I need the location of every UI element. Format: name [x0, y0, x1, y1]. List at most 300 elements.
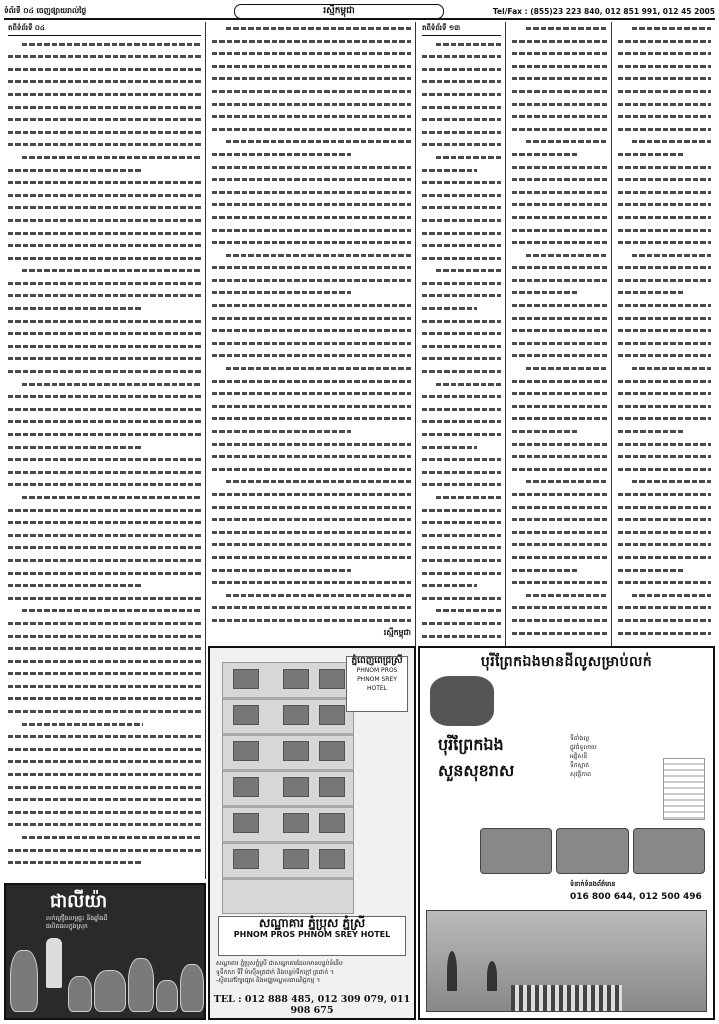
text-line — [512, 627, 607, 640]
text-line — [512, 85, 607, 98]
text-line — [512, 148, 607, 161]
text-line — [512, 224, 607, 237]
page-number-date — [4, 6, 204, 17]
text-line — [422, 201, 501, 214]
text-line — [8, 75, 201, 88]
text-line — [618, 47, 711, 60]
text-line — [512, 110, 607, 123]
text-line — [422, 277, 501, 290]
feature-item: ផ្លូវធំទូលាយ — [570, 744, 597, 751]
text-line — [512, 412, 607, 425]
text-line — [618, 98, 711, 111]
text-line — [618, 173, 711, 186]
text-line — [618, 362, 711, 375]
text-line — [512, 98, 607, 111]
text-line — [212, 261, 411, 274]
text-line — [618, 425, 711, 438]
hotel-entrance-sign — [218, 916, 406, 956]
text-line — [512, 337, 607, 350]
house-photo — [633, 828, 705, 874]
text-line — [8, 403, 201, 416]
text-line — [512, 501, 607, 514]
text-line — [512, 425, 607, 438]
text-line — [8, 50, 201, 63]
text-line — [422, 604, 501, 617]
text-line — [8, 340, 201, 353]
text-line — [8, 327, 201, 340]
text-line — [8, 466, 201, 479]
pottery-line: ផលិតផលក្នុងស្រុក — [46, 923, 88, 930]
text-line — [8, 806, 201, 819]
text-line — [8, 138, 201, 151]
text-line — [8, 365, 201, 378]
text-line — [422, 630, 501, 643]
text-line — [512, 35, 607, 48]
text-line — [8, 315, 201, 328]
text-line — [512, 601, 607, 614]
hotel-info-line: សណ្ឋាគារ ភ្នំប្រុសភ្នំស្រី ជាសណ្ឋាគារដែលមានបន្ទប់ទំនើប — [216, 960, 343, 967]
text-line — [618, 337, 711, 350]
article-column-3 — [418, 22, 506, 650]
text-line — [212, 551, 411, 564]
text-line — [8, 277, 201, 290]
text-line — [212, 375, 411, 388]
text-line — [8, 692, 201, 705]
text-line — [512, 161, 607, 174]
text-line — [618, 198, 711, 211]
hotel-sign-kh: ភ្នំពេញពេជ្រស្រី — [351, 656, 403, 666]
text-line — [8, 781, 201, 794]
text-line — [512, 198, 607, 211]
text-line — [512, 362, 607, 375]
hotel-telephone: TEL : 012 888 485, 012 309 079, 011 908 675 — [213, 994, 411, 1016]
text-line — [422, 554, 501, 567]
text-line — [512, 60, 607, 73]
hotel-rooftop-sign — [346, 656, 408, 712]
text-line — [512, 299, 607, 312]
text-line — [8, 164, 201, 177]
text-line — [8, 844, 201, 857]
text-line — [212, 312, 411, 325]
text-line — [618, 501, 711, 514]
land-sale-ad — [418, 646, 715, 1020]
text-line — [512, 249, 607, 262]
vase-icon — [94, 970, 126, 1012]
page-number: ទំព័រទី ០៤ — [4, 5, 34, 15]
text-line — [422, 340, 501, 353]
house-photos — [480, 828, 705, 874]
text-line — [8, 38, 201, 51]
text-line — [512, 526, 607, 539]
text-line — [212, 47, 411, 60]
text-line — [8, 189, 201, 202]
house-photo — [556, 828, 628, 874]
text-line — [512, 400, 607, 413]
text-line — [8, 478, 201, 491]
text-line — [618, 286, 711, 299]
article-text-2 — [212, 22, 411, 627]
text-line — [422, 466, 501, 479]
text-line — [512, 236, 607, 249]
text-line — [618, 349, 711, 362]
text-line — [618, 488, 711, 501]
text-line — [618, 463, 711, 476]
text-line — [422, 541, 501, 554]
text-line — [512, 387, 607, 400]
text-line — [422, 491, 501, 504]
hotel-sign-en: PHNOM SREY — [357, 676, 397, 683]
hotel-info-line: -ស្ថិតនៅក្បែរផ្សារ និងមជ្ឈមណ្ឌលពាណិជ្ជកម្ម ។ — [216, 977, 321, 984]
text-line — [512, 261, 607, 274]
text-line — [422, 403, 501, 416]
pottery-ad-text — [46, 915, 198, 931]
vase-icon — [128, 958, 154, 1012]
text-line — [8, 730, 201, 743]
text-line — [512, 488, 607, 501]
text-line — [422, 441, 501, 454]
text-line — [422, 478, 501, 491]
shopkeeper-figure — [46, 938, 62, 988]
text-line — [422, 151, 501, 164]
text-line — [422, 113, 501, 126]
hotel-info-text — [216, 960, 408, 986]
text-line — [618, 412, 711, 425]
text-line — [618, 72, 711, 85]
text-line — [422, 579, 501, 592]
land-landscape-photo — [426, 910, 707, 1012]
text-line — [618, 274, 711, 287]
text-line — [212, 135, 411, 148]
text-line — [422, 529, 501, 542]
text-line — [8, 743, 201, 756]
article-text-1 — [8, 38, 201, 869]
text-line — [512, 274, 607, 287]
text-line — [8, 126, 201, 139]
text-line — [422, 453, 501, 466]
text-line — [212, 60, 411, 73]
article-end-mark: រស្មីកម្ពុជា — [383, 627, 411, 637]
text-line — [8, 755, 201, 768]
text-line — [8, 541, 201, 554]
text-line — [422, 390, 501, 403]
text-line — [618, 236, 711, 249]
text-line — [212, 249, 411, 262]
text-line — [212, 513, 411, 526]
text-line — [512, 576, 607, 589]
text-line — [8, 718, 201, 731]
text-line — [212, 349, 411, 362]
text-line — [212, 110, 411, 123]
text-line — [422, 415, 501, 428]
text-line — [512, 123, 607, 136]
hotel-name-kh: សណ្ឋាគារ ភ្នំប្រុស ភ្នំស្រី — [258, 916, 366, 930]
text-line — [212, 412, 411, 425]
text-line — [618, 312, 711, 325]
text-line — [512, 286, 607, 299]
text-line — [8, 604, 201, 617]
text-line — [8, 680, 201, 693]
text-line — [422, 138, 501, 151]
text-line — [512, 72, 607, 85]
text-line — [422, 88, 501, 101]
text-line — [618, 148, 711, 161]
text-line — [8, 793, 201, 806]
text-line — [422, 63, 501, 76]
pottery-line: លក់គ្រឿងលម្អផ្ទះ និងឆ្នាំងដី — [46, 915, 108, 922]
text-line — [618, 224, 711, 237]
text-line — [512, 173, 607, 186]
text-line — [618, 614, 711, 627]
article-text-3 — [422, 38, 501, 643]
text-line — [8, 579, 201, 592]
text-line — [212, 438, 411, 451]
text-line — [8, 768, 201, 781]
contact-label: ទំនាក់ទំនងព័ត៌មាន — [570, 880, 616, 888]
text-line — [422, 164, 501, 177]
text-line — [618, 387, 711, 400]
text-line — [422, 239, 501, 252]
text-line — [422, 592, 501, 605]
text-line — [512, 135, 607, 148]
feature-item: ទីតាំងល្អ — [570, 735, 590, 742]
text-line — [422, 75, 501, 88]
text-line — [212, 488, 411, 501]
text-line — [212, 362, 411, 375]
vase-icon — [10, 950, 38, 1012]
text-line — [8, 856, 201, 869]
text-line — [512, 589, 607, 602]
text-line — [618, 211, 711, 224]
text-line — [618, 35, 711, 48]
text-line — [512, 513, 607, 526]
text-line — [8, 567, 201, 580]
text-line — [512, 450, 607, 463]
text-line — [8, 818, 201, 831]
text-line — [8, 667, 201, 680]
text-line — [618, 22, 711, 35]
site-map-image — [663, 758, 705, 820]
text-line — [512, 312, 607, 325]
text-line — [618, 450, 711, 463]
text-line — [212, 564, 411, 577]
text-line — [618, 123, 711, 136]
text-line — [618, 475, 711, 488]
text-line — [212, 324, 411, 337]
page-header — [4, 4, 715, 20]
text-line — [8, 264, 201, 277]
hotel-sign-en: PHNOM PROS — [356, 667, 398, 674]
text-line — [8, 453, 201, 466]
text-line — [8, 705, 201, 718]
article-column-4 — [508, 22, 612, 650]
text-line — [8, 554, 201, 567]
text-line — [512, 614, 607, 627]
text-line — [422, 567, 501, 580]
text-line — [212, 198, 411, 211]
text-line — [212, 123, 411, 136]
text-line — [618, 589, 711, 602]
text-line — [422, 617, 501, 630]
text-line — [512, 47, 607, 60]
text-line — [212, 286, 411, 299]
text-line — [618, 601, 711, 614]
tree-icon — [447, 951, 457, 991]
text-line — [512, 475, 607, 488]
text-line — [8, 101, 201, 114]
text-line — [422, 38, 501, 51]
text-line — [212, 224, 411, 237]
gate-image — [511, 985, 623, 1011]
text-line — [212, 400, 411, 413]
text-line — [212, 274, 411, 287]
text-line — [8, 214, 201, 227]
text-line — [512, 186, 607, 199]
hotel-ad — [208, 646, 416, 1020]
text-line — [512, 538, 607, 551]
text-line — [422, 252, 501, 265]
text-line — [422, 504, 501, 517]
text-line — [212, 299, 411, 312]
text-line — [422, 327, 501, 340]
text-line — [512, 375, 607, 388]
land-photo-thumb — [430, 676, 494, 726]
text-line — [8, 441, 201, 454]
text-line — [8, 239, 201, 252]
text-line — [212, 601, 411, 614]
text-line — [8, 151, 201, 164]
text-line — [512, 551, 607, 564]
text-line — [8, 642, 201, 655]
text-line — [422, 516, 501, 529]
text-line — [422, 214, 501, 227]
text-line — [618, 576, 711, 589]
text-line — [618, 261, 711, 274]
article-column-5 — [614, 22, 715, 650]
text-line — [8, 227, 201, 240]
text-line — [618, 299, 711, 312]
land-ad-title: បុរីព្រែកឯងមានដីលូសម្រាប់លក់ — [480, 654, 653, 670]
text-line — [212, 173, 411, 186]
text-line — [8, 617, 201, 630]
text-line — [8, 491, 201, 504]
text-line — [212, 22, 411, 35]
text-line — [8, 378, 201, 391]
text-line — [618, 85, 711, 98]
text-line — [618, 400, 711, 413]
text-line — [212, 148, 411, 161]
text-line — [212, 475, 411, 488]
text-line — [212, 337, 411, 350]
text-line — [422, 378, 501, 391]
text-line — [212, 501, 411, 514]
text-line — [618, 60, 711, 73]
text-line — [212, 450, 411, 463]
text-line — [212, 538, 411, 551]
text-line — [422, 289, 501, 302]
text-line — [618, 375, 711, 388]
text-line — [212, 35, 411, 48]
text-line — [8, 201, 201, 214]
text-line — [8, 529, 201, 542]
text-line — [212, 589, 411, 602]
text-line — [212, 161, 411, 174]
feature-item: សុវត្ថិភាព — [570, 771, 591, 778]
text-line — [618, 161, 711, 174]
text-line — [212, 576, 411, 589]
text-line — [422, 176, 501, 189]
text-line — [8, 352, 201, 365]
text-line — [422, 126, 501, 139]
text-line — [422, 352, 501, 365]
text-line — [8, 592, 201, 605]
text-line — [8, 63, 201, 76]
text-line — [8, 415, 201, 428]
text-line — [512, 564, 607, 577]
text-line — [618, 438, 711, 451]
text-line — [618, 538, 711, 551]
text-line — [422, 264, 501, 277]
hotel-building-photo — [222, 662, 354, 914]
text-line — [422, 315, 501, 328]
text-line — [8, 176, 201, 189]
text-line — [422, 189, 501, 202]
land-brand-line-2: សួនសុខរាស — [438, 761, 515, 780]
text-line — [8, 428, 201, 441]
hotel-sign-en: HOTEL — [366, 685, 388, 692]
text-line — [212, 85, 411, 98]
feature-item: អគ្គិសនី — [570, 753, 588, 760]
text-line — [212, 72, 411, 85]
continued-from-label-2: តពីទំព័រទី ១៣ — [422, 22, 501, 36]
text-line — [512, 22, 607, 35]
text-line — [212, 186, 411, 199]
text-line — [512, 324, 607, 337]
text-line — [512, 463, 607, 476]
pottery-logo: ជាលីយ៉ា — [50, 891, 108, 912]
feature-item: ទឹកស្អាត — [570, 762, 590, 769]
text-line — [8, 504, 201, 517]
text-line — [618, 513, 711, 526]
text-line — [212, 614, 411, 627]
vase-icon — [180, 964, 204, 1012]
masthead: រស្មីកម្ពុជា — [234, 4, 444, 19]
text-line — [422, 365, 501, 378]
text-line — [212, 236, 411, 249]
house-photo — [480, 828, 552, 874]
text-line — [8, 655, 201, 668]
text-line — [8, 831, 201, 844]
text-line — [8, 252, 201, 265]
text-line — [212, 425, 411, 438]
text-line — [512, 349, 607, 362]
text-line — [618, 324, 711, 337]
text-line — [422, 428, 501, 441]
text-line — [422, 302, 501, 315]
text-line — [8, 289, 201, 302]
contact-number: 016 800 644, 012 500 496 — [570, 892, 702, 902]
text-line — [212, 463, 411, 476]
text-line — [618, 627, 711, 640]
vase-icon — [156, 980, 178, 1012]
text-line — [512, 438, 607, 451]
article-text-5 — [618, 22, 711, 639]
text-line — [618, 564, 711, 577]
text-line — [8, 390, 201, 403]
text-line — [618, 551, 711, 564]
article-column-2 — [208, 22, 416, 654]
text-line — [8, 302, 201, 315]
tree-icon — [487, 961, 497, 991]
